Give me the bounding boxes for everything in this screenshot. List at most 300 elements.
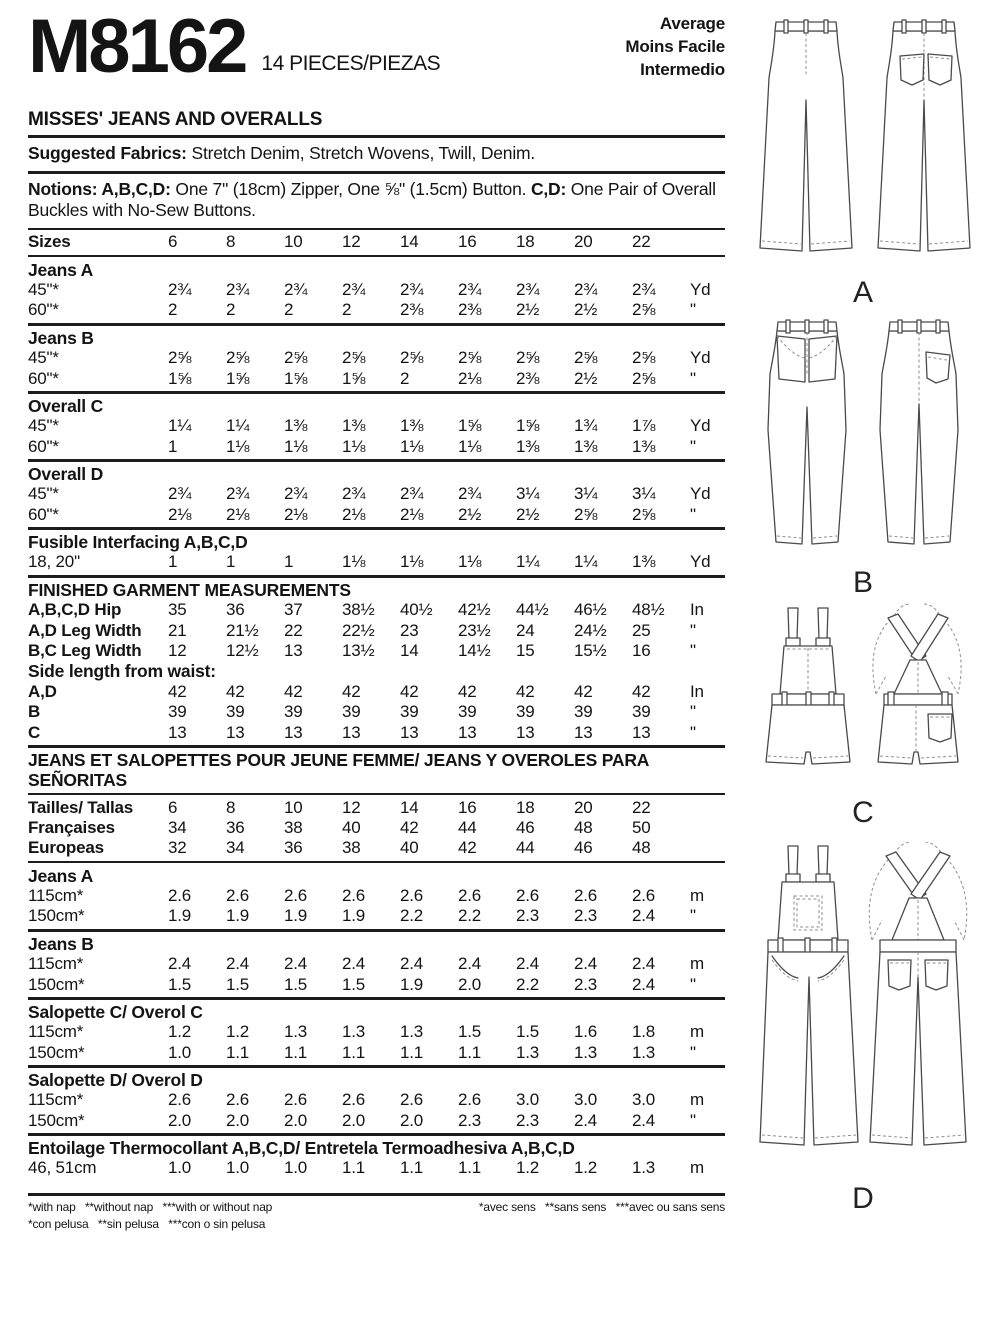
section-title: Overall C [28,395,104,416]
value-cell: 1 [226,552,236,572]
value-cell: 2⅝ [458,348,482,368]
value-cell: 42 [284,681,303,701]
value-cell: 8 [226,797,236,817]
unit-cell: Yd [690,416,711,436]
value-cell: 2.6 [632,886,656,906]
value-cell: 1.2 [516,1158,540,1178]
value-cell: 1⅛ [458,552,482,572]
view-label-c: C [852,796,874,829]
section-title: Entoilage Thermocollant A,B,C,D/ Entretela Termoadhesiva A,B,C,D [28,1138,575,1158]
unit-cell: m [690,954,704,974]
table-section-heading [28,396,725,416]
value-cell: 1.1 [226,1042,250,1062]
value-cell: 1¾ [574,416,598,436]
value-cell: 14 [400,797,419,817]
unit-cell: Yd [690,484,711,504]
value-cell: 2⅝ [400,348,424,368]
value-cell: 42½ [458,600,491,620]
value-cell: 1.5 [342,974,366,994]
value-cell: 2.6 [342,886,366,906]
section-title: JEANS ET SALOPETTES POUR JEUNE FEMME/ JEANS Y OVEROLES PARA SEÑORITAS [28,749,649,791]
value-cell: 2.4 [632,1110,656,1130]
value-cell: 22 [284,620,303,640]
footnote-en: *with nap **without nap ***with or without nap [28,1199,273,1214]
value-cell: 36 [226,817,245,837]
divider [28,135,725,138]
table-rule [28,1065,725,1068]
value-cell: 1⅛ [400,552,424,572]
pattern-title: MISSES' JEANS AND OVERALLS [28,109,323,130]
illustration-column [740,0,987,1340]
value-cell: 13 [400,722,419,742]
table-section-heading [28,750,725,791]
value-cell: 1.0 [168,1158,192,1178]
value-cell: 2.3 [516,906,540,926]
value-cell: 2.6 [400,886,424,906]
value-cell: 2¾ [574,280,598,300]
notions-text-2: One Pair of Overall Buckles with No-Sew Buttons. [28,178,716,220]
row-label: 115cm* [28,1090,84,1110]
value-cell: 1.1 [284,1042,308,1062]
value-cell: 1.9 [342,906,366,926]
table-data-row [28,1158,725,1178]
value-cell: 13 [458,722,477,742]
value-cell: 50 [632,817,651,837]
unit-cell: m [690,886,704,906]
value-cell: 42 [516,681,535,701]
value-cell: 1.3 [516,1042,540,1062]
notions-text-1: One 7" (18cm) Zipper, One ⅝" (1.5cm) Button. [175,178,531,199]
pieces-count: 14 PIECES/PIEZAS [261,52,441,76]
row-label: 115cm* [28,954,84,974]
value-cell: 2¾ [400,484,424,504]
view-label-d: D [852,1182,874,1215]
value-cell: 1¼ [516,552,540,572]
value-cell: 2.6 [168,886,192,906]
value-cell: 1⅛ [284,436,308,456]
view-label-b: B [852,566,873,599]
row-label: 18, 20" [28,552,80,572]
table-gap [28,1179,725,1191]
row-label: 150cm* [28,1042,85,1062]
value-cell: 1.8 [632,1022,656,1042]
value-cell: 2⅛ [168,504,192,524]
value-cell: 38½ [342,600,375,620]
value-cell: 42 [168,681,187,701]
value-cell: 39 [574,702,593,722]
value-cell: 2.6 [516,886,540,906]
section-title: Salopette C/ Overol C [28,1001,203,1022]
value-cell: 8 [226,232,236,252]
value-cell: 22 [632,232,651,252]
section-title: Jeans B [28,933,94,954]
value-cell: 3¼ [574,484,598,504]
value-cell: 16 [458,797,477,817]
value-cell: 1⅜ [400,416,424,436]
row-label: 150cm* [28,974,85,994]
footnotes [28,1199,725,1233]
row-label: 115cm* [28,1022,84,1042]
value-cell: 1⅞ [632,416,656,436]
table-section-heading [28,934,725,954]
value-cell: 13 [574,722,593,742]
value-cell: 40 [342,817,361,837]
value-cell: 1.1 [400,1158,424,1178]
value-cell: 2½ [574,300,598,320]
value-cell: 2.4 [458,954,482,974]
value-cell: 2½ [574,368,598,388]
footnote-line-2 [28,1216,725,1233]
table-data-row [28,906,725,926]
illustration-view-d [748,842,978,1216]
section-title: Side length from waist: [28,661,216,682]
table-section-heading [28,1138,725,1158]
unit-cell: " [690,620,696,640]
table-rule [28,997,725,1000]
value-cell: 1⅜ [516,436,540,456]
value-cell: 37 [284,600,303,620]
unit-cell: m [690,1158,704,1178]
header-main [28,4,725,89]
row-label: 60"* [28,504,59,524]
row-label: 45"* [28,348,59,368]
value-cell: 2.6 [226,1090,250,1110]
table-rule [28,527,725,530]
table-rule [28,793,725,796]
value-cell: 39 [400,702,419,722]
value-cell: 1.2 [168,1022,192,1042]
value-cell: 2¾ [168,280,192,300]
value-cell: 2½ [516,300,540,320]
value-cell: 39 [458,702,477,722]
value-cell: 2.4 [516,954,540,974]
value-cell: 21½ [226,620,259,640]
value-cell: 12 [168,640,187,660]
value-cell: 21 [168,620,187,640]
value-cell: 14½ [458,640,491,660]
row-label: A,D Leg Width [28,620,142,640]
table-section-heading [28,1002,725,1022]
difficulty-es: Intermedio [640,60,725,79]
unit-cell: " [690,702,696,722]
value-cell: 6 [168,232,178,252]
value-cell: 48 [574,817,593,837]
value-cell: 2⅛ [284,504,308,524]
section-title: Jeans B [28,327,94,348]
table-rule [28,228,725,231]
value-cell: 1⅝ [342,368,366,388]
fabrics-label: Suggested Fabrics: [28,142,187,163]
value-cell: 2⅝ [342,348,366,368]
value-cell: 36 [226,600,245,620]
table-data-row [28,1090,725,1110]
value-cell: 2⅜ [516,368,540,388]
value-cell: 15½ [574,640,607,660]
section-title: FINISHED GARMENT MEASUREMENTS [28,579,351,600]
value-cell: 1¼ [226,416,250,436]
value-cell: 36 [284,838,303,858]
illustration-view-c [748,602,978,830]
value-cell: 23 [400,620,419,640]
value-cell: 48½ [632,600,665,620]
value-cell: 2⅝ [632,300,656,320]
value-cell: 38 [342,838,361,858]
value-cell: 2.2 [400,906,424,926]
value-cell: 1.5 [458,1022,482,1042]
overall-c-front [766,608,850,764]
unit-cell: " [690,300,696,320]
value-cell: 1.1 [400,1042,424,1062]
value-cell: 24½ [574,620,607,640]
value-cell: 14 [400,640,419,660]
value-cell: 1 [284,552,294,572]
value-cell: 12½ [226,640,259,660]
value-cell: 42 [574,681,593,701]
value-cell: 1.9 [284,906,308,926]
unit-cell: " [690,1110,696,1130]
value-cell: 2.6 [284,1090,308,1110]
value-cell: 1.5 [168,974,192,994]
value-cell: 2⅝ [284,348,308,368]
value-cell: 1⅜ [342,416,366,436]
fabrics-text: Stretch Denim, Stretch Wovens, Twill, Denim. [191,142,536,163]
value-cell: 1⅜ [632,552,656,572]
jeans-a-back [878,20,970,251]
value-cell: 2¾ [284,280,308,300]
table-data-row [28,232,725,252]
table-rule [28,745,725,748]
value-cell: 2⅛ [400,504,424,524]
value-cell: 1.3 [400,1022,424,1042]
value-cell: 1.3 [632,1042,656,1062]
value-cell: 23½ [458,620,491,640]
table-section-heading [28,1070,725,1090]
value-cell: 2⅝ [168,348,192,368]
table-section-heading [28,580,725,600]
value-cell: 2¾ [400,280,424,300]
value-cell: 25 [632,620,651,640]
value-cell: 2.6 [226,886,250,906]
table-data-row [28,818,725,838]
jeans-b-back [880,320,958,544]
table-section-heading [28,866,725,886]
value-cell: 2⅝ [632,348,656,368]
table-section-heading [28,328,725,348]
notions-label-cd: C,D: [530,178,571,199]
notions-label: Notions: A,B,C,D: [28,178,176,199]
value-cell: 13 [632,722,651,742]
value-cell: 34 [168,817,187,837]
table-section-heading [28,464,725,484]
value-cell: 1.0 [168,1042,192,1062]
value-cell: 2.4 [342,954,366,974]
value-cell: 39 [516,702,535,722]
table-section-heading [28,661,725,681]
value-cell: 2¾ [168,484,192,504]
unit-cell: " [690,722,696,742]
value-cell: 14 [400,232,419,252]
unit-cell: m [690,1090,704,1110]
value-cell: 1.1 [342,1158,366,1178]
section-title: Jeans A [28,259,94,280]
value-cell: 2¾ [226,280,250,300]
value-cell: 16 [458,232,477,252]
value-cell: 13 [284,640,303,660]
value-cell: 1.5 [226,974,250,994]
value-cell: 46 [516,817,535,837]
jeans-b-drawing [748,312,978,564]
value-cell: 2.4 [574,1110,598,1130]
value-cell: 40 [400,838,419,858]
row-label: 150cm* [28,906,85,926]
value-cell: 2.6 [400,1090,424,1110]
value-cell: 2.0 [168,1110,192,1130]
value-cell: 2.4 [168,954,192,974]
value-cell: 2.4 [226,954,250,974]
jeans-a-front [760,20,852,251]
value-cell: 2⅝ [574,504,598,524]
table-data-row [28,838,725,858]
value-cell: 1⅛ [400,436,424,456]
section-title: Fusible Interfacing A,B,C,D [28,532,248,553]
unit-cell: " [690,974,696,994]
value-cell: 42 [226,681,245,701]
footnote-fr: *avec sens **sans sens ***avec ou sans sens [478,1199,725,1214]
value-cell: 42 [342,681,361,701]
value-cell: 2¾ [458,484,482,504]
value-cell: 1⅝ [226,368,250,388]
value-cell: 1.0 [226,1158,250,1178]
value-cell: 13 [516,722,535,742]
value-cell: 1⅛ [226,436,250,456]
unit-cell: In [690,600,704,620]
footnote-line-1 [28,1199,725,1216]
value-cell: 3.0 [516,1090,540,1110]
value-cell: 39 [632,702,651,722]
value-cell: 42 [400,817,419,837]
value-cell: 2.4 [284,954,308,974]
value-cell: 39 [342,702,361,722]
value-cell: 1.2 [574,1158,598,1178]
value-cell: 3.0 [632,1090,656,1110]
table-data-row [28,369,725,389]
overall-c-back [873,604,961,764]
value-cell: 1.6 [574,1022,598,1042]
table-section-heading [28,532,725,552]
table-data-row [28,975,725,995]
value-cell: 39 [226,702,245,722]
value-cell: 2.3 [458,1110,482,1130]
value-cell: 1 [168,552,178,572]
value-cell: 1⅛ [342,552,366,572]
value-cell: 13½ [342,640,375,660]
table-rule [28,459,725,462]
value-cell: 2.0 [342,1110,366,1130]
value-cell: 15 [516,640,535,660]
value-cell: 6 [168,797,178,817]
unit-cell: Yd [690,280,711,300]
value-cell: 2 [168,300,178,320]
table-data-row [28,505,725,525]
value-cell: 1.3 [284,1022,308,1042]
value-cell: 1⅜ [574,436,598,456]
illustration-view-b [748,312,978,600]
table-rule [28,1133,725,1136]
value-cell: 42 [458,681,477,701]
value-cell: 1⅝ [168,368,192,388]
value-cell: 2 [284,300,294,320]
value-cell: 2.0 [284,1110,308,1130]
table-data-row [28,484,725,504]
overall-c-drawing [748,602,978,794]
row-label: Françaises [28,817,115,837]
value-cell: 2¾ [342,280,366,300]
value-cell: 18 [516,797,535,817]
row-label: Tailles/ Tallas [28,797,134,817]
value-cell: 35 [168,600,187,620]
value-cell: 13 [168,722,187,742]
table-data-row [28,1043,725,1063]
difficulty-fr: Moins Facile [625,37,725,56]
value-cell: 1.3 [632,1158,656,1178]
value-cell: 39 [168,702,187,722]
table-rule [28,861,725,864]
table-rule [28,323,725,326]
value-cell: 2 [342,300,352,320]
value-cell: 2.2 [516,974,540,994]
section-title: Jeans A [28,865,94,886]
value-cell: 2.6 [458,886,482,906]
value-cell: 2.2 [458,906,482,926]
table-data-row [28,954,725,974]
row-label: A,D [28,681,57,701]
row-label: 150cm* [28,1110,85,1130]
row-label: 45"* [28,484,59,504]
unit-cell: " [690,504,696,524]
value-cell: 2.4 [574,954,598,974]
value-cell: 2⅜ [458,300,482,320]
header [28,0,725,102]
overall-d-back [869,842,967,1145]
value-cell: 1⅝ [284,368,308,388]
value-cell: 1⅛ [342,436,366,456]
value-cell: 2.0 [226,1110,250,1130]
value-cell: 42 [400,681,419,701]
value-cell: 32 [168,838,187,858]
unit-cell: " [690,906,696,926]
value-cell: 2¾ [226,484,250,504]
value-cell: 1⅝ [458,416,482,436]
value-cell: 22½ [342,620,375,640]
yardage-table [28,228,725,1196]
value-cell: 42 [632,681,651,701]
value-cell: 2.4 [632,974,656,994]
value-cell: 1⅜ [632,436,656,456]
table-data-row [28,552,725,572]
value-cell: 2.6 [168,1090,192,1110]
value-cell: 2.4 [632,954,656,974]
value-cell: 18 [516,232,535,252]
table-data-row [28,300,725,320]
value-cell: 1.0 [284,1158,308,1178]
table-data-row [28,600,725,620]
value-cell: 2¾ [516,280,540,300]
overall-d-front [760,846,858,1145]
value-cell: 1.1 [458,1042,482,1062]
value-cell: 24 [516,620,535,640]
value-cell: 2⅛ [226,504,250,524]
table-rule [28,1193,725,1196]
